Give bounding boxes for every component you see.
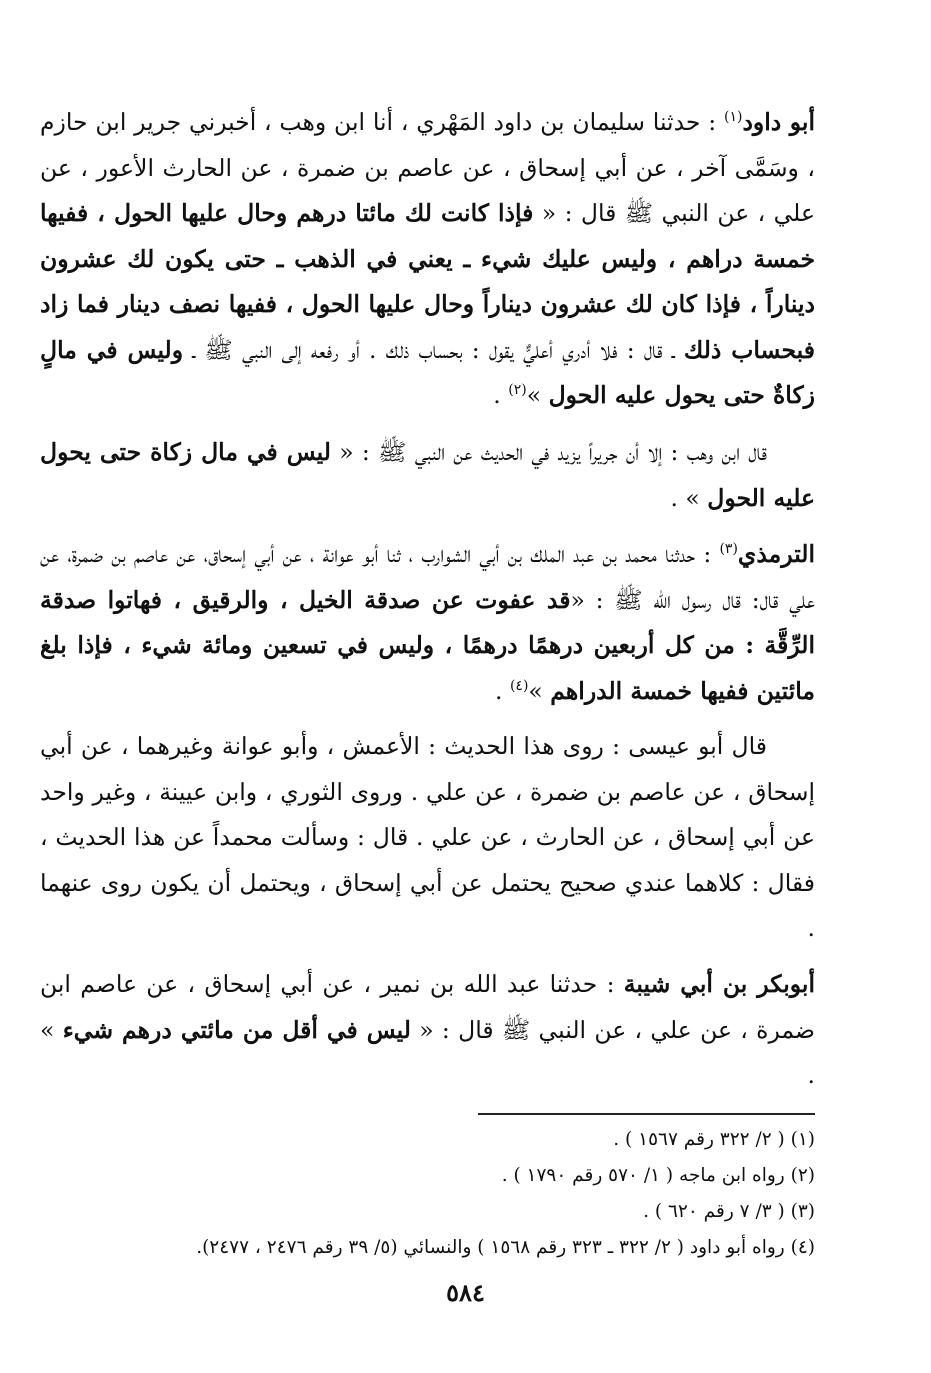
footnote-separator bbox=[478, 1113, 815, 1115]
text-segment: ـ قال : فلا أدري أعليٌّ يقول : بحساب ذلك . أو رفعه إلى النبي ﷺ ـ bbox=[183, 335, 684, 364]
paragraph-tirmidhi bbox=[40, 532, 815, 714]
text-segment: قال ابن وهب : إلا أن جريراً يزيد في الحديث عن النبي ﷺ : « bbox=[330, 438, 767, 466]
text-segment: » . bbox=[40, 1015, 815, 1089]
text-segment: . bbox=[493, 381, 509, 409]
text-segment: » . bbox=[670, 483, 708, 512]
bold-text-segment: وليس في مالٍ زكاةٌ حتى يحول عليه الحول bbox=[40, 335, 815, 409]
footnote-2: (٢) رواه ابن ماجه ( ١/ ٥٧٠ رقم ١٧٩٠ ) . bbox=[501, 1165, 815, 1186]
paragraph-abu-bakr bbox=[40, 962, 815, 1099]
footnotes bbox=[40, 1122, 815, 1266]
bold-text-segment: ليس في أقل من مائتي درهم شيء bbox=[62, 1015, 411, 1044]
text-segment: : حدثنا محمد بن عبد الملك بن أبي الشوارب ، ثنا أبو عوانة ، عن أبي إسحاق، عن عاصم بن ضمرة، عن علي قال: قال رسول الله ﷺ : « bbox=[40, 540, 815, 614]
paragraph-text bbox=[40, 430, 815, 521]
footnote-marker: (١) bbox=[723, 109, 743, 126]
text-segment: قال أبو عيسى : روى هذا الحديث : الأعمش ، وأبو عوانة وغيرهما ، عن أبي إسحاق ، عن عاصم بن ضمرة ، عن علي . وروى الثوري ، وابن عيينة ، وغير واحد عن أبي إسحاق ، عن الحارث ، عن علي . قال : وسألت محمداً عن هذا الحديث ، فقال : كلاهما عندي صحيح يحتمل عن أبي إسحاق ، ويحتمل أن يكون روى عنهما . bbox=[40, 732, 815, 942]
paragraph-text bbox=[40, 724, 815, 952]
paragraph-abu-isa bbox=[40, 724, 815, 952]
footnote-marker: (٢) bbox=[508, 382, 527, 399]
footnote-1: (١) ( ٢/ ٣٢٢ رقم ١٥٦٧ ) . bbox=[613, 1129, 815, 1150]
paragraph-ibn-wahb bbox=[40, 430, 815, 521]
bold-text-segment: فإذا كانت لك مائتا درهم وحال عليها الحول ، ففيها خمسة دراهم ، وليس عليك شيء ـ يعني في الذهب ـ حتى يكون لك عشرون ديناراً ، فإذا كان لك عشرون ديناراً وحال عليها الحول ، ففيها نصف دينار فما زاد فبحساب ذلك bbox=[40, 199, 815, 364]
bold-text-segment: أبوبكر بن أبي شيبة bbox=[623, 970, 816, 998]
page-number: ٥٨٤ bbox=[446, 1278, 485, 1307]
paragraph-text bbox=[40, 532, 815, 714]
text-segment: » bbox=[526, 381, 549, 409]
paragraph-abu-dawud bbox=[40, 100, 815, 419]
paragraph-text bbox=[40, 962, 815, 1099]
text-segment: » bbox=[528, 676, 551, 705]
text-segment: . bbox=[494, 676, 510, 705]
footnote-marker: (٣) bbox=[719, 541, 738, 558]
text-segment: : حدثنا سليمان بن داود المَهْري ، أنا ابن وهب ، أخبرني جرير ابن حازم ، وسَمَّى آخر ، عن أبي إسحاق ، عن عاصم بن ضمرة ، عن الحارث الأعور ، عن علي ، عن النبي ﷺ قال : « bbox=[40, 108, 815, 227]
bold-text-segment: ليس في مال زكاة حتى يحول عليه الحول bbox=[40, 438, 815, 512]
footnote-4: (٤) رواه أبو داود ( ٢/ ٣٢٢ ـ ٣٢٣ رقم ١٥٦٨ ) والنسائي (٥/ ٣٩ رقم ٢٤٧٦ ، ٢٤٧٧). bbox=[196, 1237, 815, 1258]
bold-text-segment: الترمذي bbox=[737, 540, 815, 568]
paragraph-text bbox=[40, 100, 815, 419]
bold-text-segment: قد عفوت عن صدقة الخيل ، والرقيق ، فهاتوا صدقة الرِّقَّة : من كل أربعين درهمًا درهمًا ، وليس في تسعين ومائة شيء ، فإذا بلغ مائتين ففيها خمسة الدراهم bbox=[40, 585, 815, 705]
text-segment: : حدثنا عبد الله بن نمير ، عن أبي إسحاق ، عن عاصم ابن ضمرة ، عن علي ، عن النبي ﷺ قال : « bbox=[40, 970, 815, 1044]
footnote-marker: (٤) bbox=[509, 677, 529, 694]
footnote-3: (٣) ( ٣/ ٧ رقم ٦٢٠ ) . bbox=[643, 1201, 815, 1222]
bold-text-segment: أبو داود bbox=[742, 108, 815, 136]
